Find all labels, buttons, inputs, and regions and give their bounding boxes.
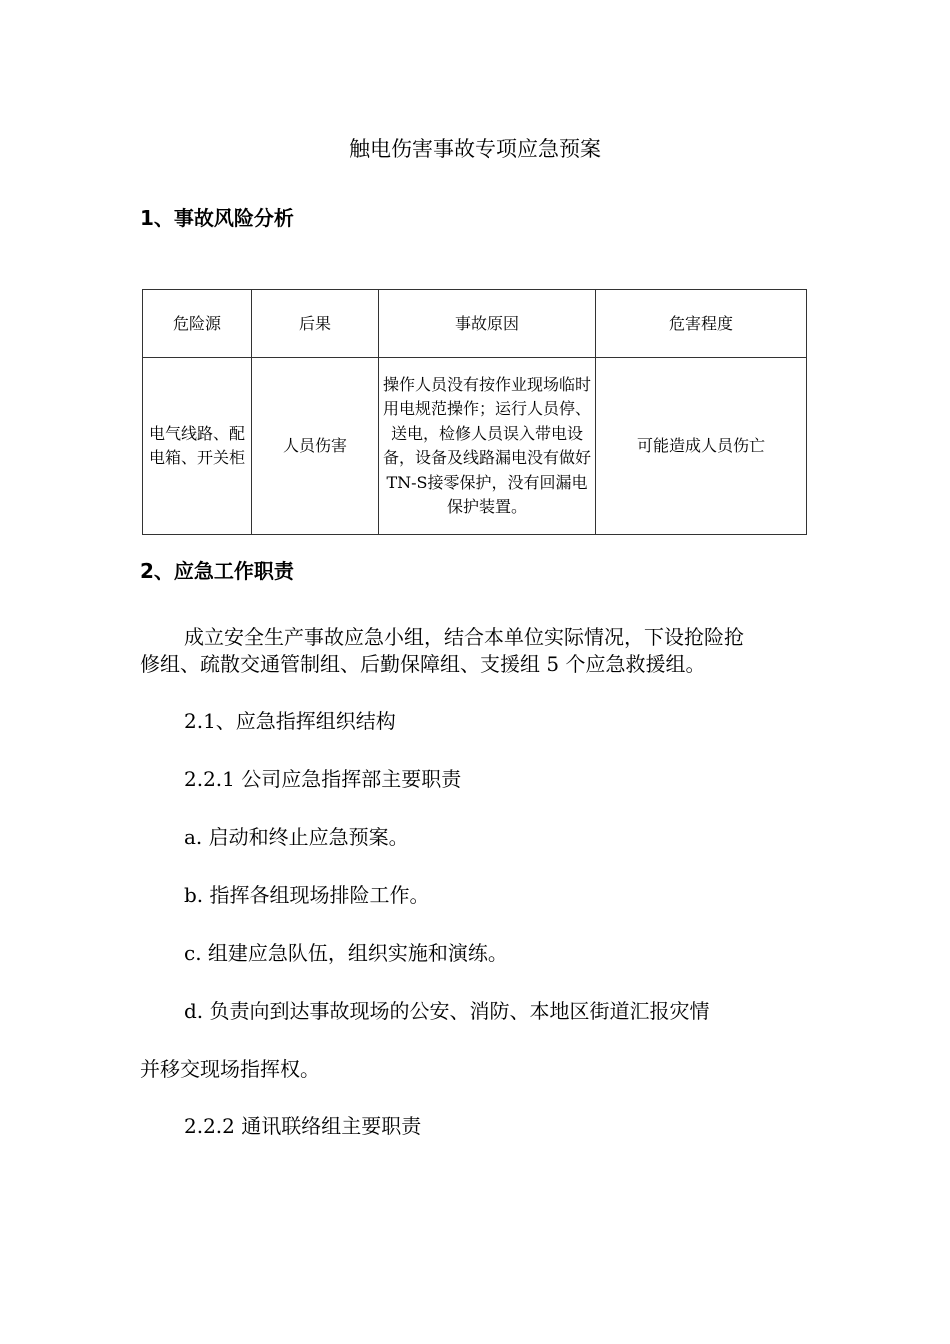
header-cell-severity: 危害程度 (596, 290, 807, 358)
list-item: a. 启动和终止应急预案。 (184, 825, 409, 849)
page-title: 触电伤害事故专项应急预案 (349, 137, 601, 161)
subheading-2-2-1: 2.2.1 公司应急指挥部主要职责 (184, 767, 462, 791)
cell-cause: 操作人员没有按作业现场临时用电规范操作；运行人员停、送电，检修人员误入带电设备，设备及线路漏电没有做好TN-S接零保护，没有回漏电保护装置。 (379, 358, 596, 535)
header-cell-hazard-source: 危险源 (143, 290, 252, 358)
header-cell-consequence: 后果 (252, 290, 379, 358)
list-item: d. 负责向到达事故现场的公安、消防、本地区街道汇报灾情 (184, 999, 710, 1023)
list-item-continuation: 并移交现场指挥权。 (140, 1057, 320, 1081)
cell-severity: 可能造成人员伤亡 (596, 358, 807, 535)
cell-consequence: 人员伤害 (252, 358, 379, 535)
table-header-row (143, 290, 807, 358)
cell-hazard-source: 电气线路、配电箱、开关柜 (143, 358, 252, 535)
header-cell-cause: 事故原因 (379, 290, 596, 358)
subheading-2-1: 2.1、应急指挥组织结构 (184, 709, 396, 733)
list-item: c. 组建应急队伍，组织实施和演练。 (184, 941, 508, 965)
section-heading-emergency-duties: 2、应急工作职责 (140, 559, 294, 583)
intro-paragraph-line-1: 成立安全生产事故应急小组，结合本单位实际情况，下设抢险抢 (184, 625, 744, 649)
section-heading-risk-analysis: 1、事故风险分析 (140, 206, 294, 230)
intro-paragraph-line-2: 修组、疏散交通管制组、后勤保障组、支援组 5 个应急救援组。 (140, 652, 706, 676)
list-item: b. 指挥各组现场排险工作。 (184, 883, 430, 907)
table-row (143, 358, 807, 535)
risk-analysis-table (142, 289, 807, 535)
subheading-2-2-2: 2.2.2 通讯联络组主要职责 (184, 1114, 422, 1138)
